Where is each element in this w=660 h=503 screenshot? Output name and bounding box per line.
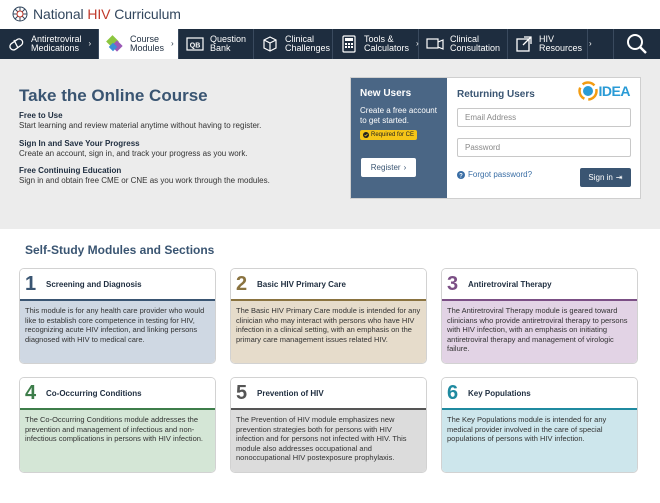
idea-logo-icon (578, 81, 598, 101)
chevron-right-icon: › (88, 39, 92, 49)
search-icon (626, 33, 648, 55)
svg-text:?: ? (459, 172, 463, 179)
module-description: This module is for any health care provider who would like to establish core competence in testing for HIV, recognizing acute HIV infection, and linking persons diagnosed with HIV to medical care. (20, 299, 215, 364)
module-card-6[interactable] (441, 377, 638, 473)
external-link-icon (514, 34, 534, 54)
site-title: National HIV Curriculum (33, 6, 181, 22)
module-description: The Basic HIV Primary Care module is intended for any clinician who may interact with persons who have HIV infection in a clinical setting, with an emphasis on the primary care management issues related HIV. (231, 299, 426, 364)
module-number: 5 (236, 382, 248, 404)
help-circle-icon (457, 171, 465, 179)
returning-users-title: Returning Users (457, 89, 535, 100)
clinical-challenges-icon (260, 34, 280, 54)
idea-logo: IDEA (578, 81, 630, 101)
sign-in-icon: ⇥ (615, 173, 623, 182)
nav-clinical-consultation[interactable]: Clinical Consultation (419, 29, 508, 59)
module-name: Co-Occurring Conditions (46, 388, 142, 398)
module-card-3[interactable] (441, 268, 638, 364)
returning-users-panel (447, 78, 640, 198)
calculator-icon (339, 34, 359, 54)
module-card-4[interactable] (19, 377, 216, 473)
chevron-right-icon: › (416, 39, 419, 49)
site-header (0, 0, 660, 29)
nav-antiretroviral-medications[interactable]: Antiretroviral Medications › (0, 29, 99, 59)
module-description: The Antiretroviral Therapy module is geared toward clinicians who provide antiretroviral therapy to persons with HIV infection, with an emphasis on initiating antiretroviral therapy and management of virologic failure. (442, 299, 637, 364)
new-users-title: New Users (360, 88, 412, 99)
password-input[interactable] (457, 138, 631, 157)
nav-tools-calculators[interactable]: Tools & Calculators › (333, 29, 419, 59)
module-number: 6 (447, 382, 459, 404)
chevron-right-icon: › (171, 39, 174, 49)
module-name: Key Populations (468, 388, 531, 398)
question-bank-icon (185, 34, 205, 54)
nav-question-bank[interactable]: QB Question Bank (179, 29, 254, 59)
module-description: The Prevention of HIV module emphasizes new prevention strategies both for persons with HIV infection and for persons not infected with HIV. This module also addresses occupational and nonoccupational HIV postexposure prophylaxis. (231, 408, 426, 473)
sign-in-button[interactable]: Sign in ⇥ (580, 168, 631, 187)
site-logo[interactable] (12, 6, 181, 22)
login-card (350, 77, 641, 199)
nav-clinical-challenges[interactable]: Clinical Challenges (254, 29, 333, 59)
feature-sign-in: Sign In and Save Your Progress Create an account, sign in, and track your progress as you work. (19, 139, 248, 158)
module-number: 1 (25, 273, 37, 295)
module-name: Antiretroviral Therapy (468, 279, 552, 289)
chevron-right-icon: › (403, 163, 407, 172)
module-name: Prevention of HIV (257, 388, 324, 398)
feature-continuing-education: Free Continuing Education Sign in and obtain free CME or CNE as you work through the modules. (19, 166, 270, 185)
feature-free-to-use: Free to Use Start learning and review material anytime without having to register. (19, 111, 262, 130)
module-card-2[interactable] (230, 268, 427, 364)
module-card-5[interactable] (230, 377, 427, 473)
svg-text:QB: QB (189, 42, 201, 50)
module-number: 3 (447, 273, 459, 295)
forgot-password-link[interactable]: ? Forgot password? (457, 170, 532, 179)
nav-course-modules[interactable]: Course Modules › (99, 29, 179, 59)
check-circle-icon (363, 132, 369, 138)
register-button[interactable]: Register › (361, 158, 416, 177)
module-number: 4 (25, 382, 37, 404)
chevron-right-icon: › (589, 39, 592, 49)
page-title: Take the Online Course (19, 86, 208, 105)
module-description: The Co-Occurring Conditions module addresses the prevention and management of infectious and non-infectious complications in persons with HIV infection. (20, 408, 215, 473)
hero-section (0, 59, 660, 229)
new-users-panel (351, 78, 447, 198)
search-button[interactable] (613, 29, 660, 59)
medications-icon (6, 34, 26, 54)
email-input[interactable] (457, 108, 631, 127)
main-nav (0, 29, 660, 59)
course-modules-icon (105, 34, 125, 54)
module-name: Screening and Diagnosis (46, 279, 142, 289)
new-users-text: Create a free account to get started. (360, 106, 437, 125)
nav-hiv-resources[interactable]: HIV Resources › (508, 29, 588, 59)
module-card-1[interactable] (19, 268, 216, 364)
module-number: 2 (236, 273, 248, 295)
ce-required-badge: Required for CE (360, 130, 417, 140)
consultation-icon (425, 34, 445, 54)
module-name: Basic HIV Primary Care (257, 279, 346, 289)
logo-emblem-icon (12, 6, 28, 22)
modules-section-title: Self-Study Modules and Sections (25, 243, 215, 257)
module-description: The Key Populations module is intended for any medical provider involved in the care of special populations of persons with HIV infection. (442, 408, 637, 473)
